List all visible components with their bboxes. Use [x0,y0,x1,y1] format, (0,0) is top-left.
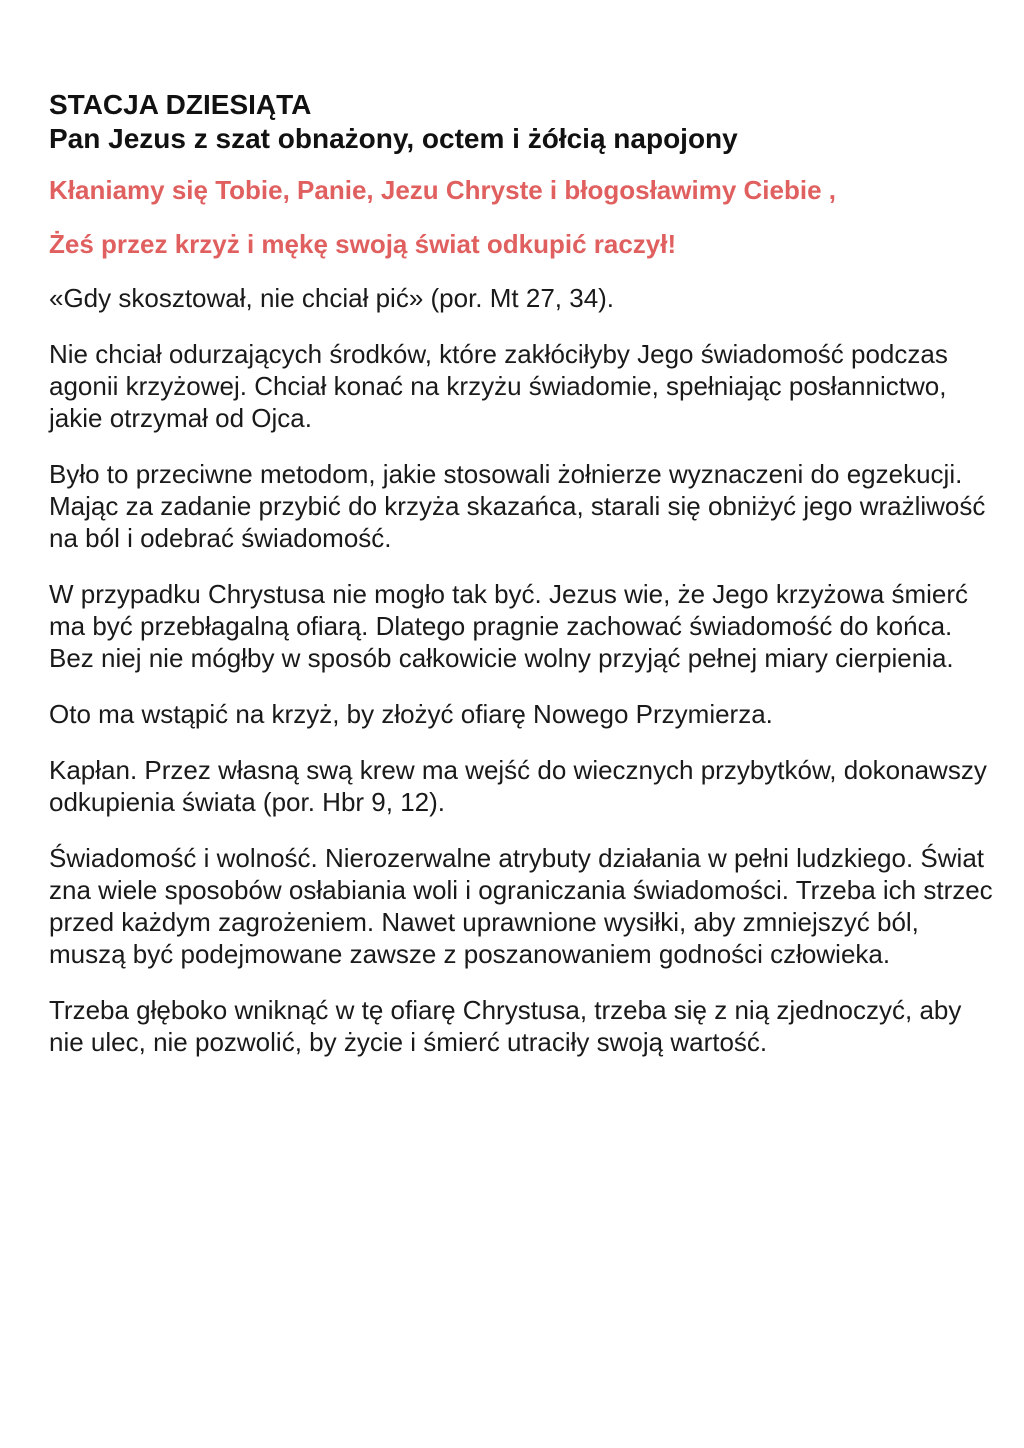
paragraph: Świadomość i wolność. Nierozerwalne atrybuty działania w pełni ludzkiego. Świat zna wiele sposobów osłabiania woli i ograniczania świadomości. Trzeba ich strzec przed każdym zagrożeniem. Nawet uprawnione wysiłki, aby zmniejszyć ból, muszą być podejmowane zawsze z poszanowaniem godności człowieka. [49,843,993,969]
paragraph: Trzeba głęboko wniknąć w tę ofiarę Chrystusa, trzeba się z nią zjednoczyć, aby nie ulec, nie pozwolić, by życie i śmierć utraciły swoją wartość. [49,995,962,1057]
paragraph: Nie chciał odurzających środków, które zakłóciłyby Jego świadomość podczas agonii krzyżowej. Chciał konać na krzyżu świadomie, spełniając posłannictwo, jakie otrzymał od Ojca. [49,339,948,433]
paragraph: Kapłan. Przez własną swą krew ma wejść do wiecznych przybytków, dokonawszy odkupienia świata (por. Hbr 9, 12). [49,755,987,817]
prayer-line-2: Żeś przez krzyż i mękę swoją świat odkupić raczył! [49,229,677,259]
station-subtitle: Pan Jezus z szat obnażony, octem i żółcią napojony [49,123,738,154]
paragraph-quote: «Gdy skosztował, nie chciał pić» (por. Mt 27, 34). [49,283,615,313]
station-title: STACJA DZIESIĄTA [49,89,312,120]
document-page [49,88,999,1082]
paragraph: Było to przeciwne metodom, jakie stosowali żołnierze wyznaczeni do egzekucji. Mając za zadanie przybić do krzyża skazańca, starali się obniżyć jego wrażliwość na ból i odebrać świadomość. [49,459,986,553]
paragraph: Oto ma wstąpić na krzyż, by złożyć ofiarę Nowego Przymierza. [49,699,773,729]
prayer-line-1: Kłaniamy się Tobie, Panie, Jezu Chryste i błogosławimy Ciebie , [49,175,836,205]
paragraph: W przypadku Chrystusa nie mogło tak być. Jezus wie, że Jego krzyżowa śmierć ma być przebłagalną ofiarą. Dlatego pragnie zachować świadomość do końca. Bez niej nie mógłby w sposób całkowicie wolny przyjąć pełnej miary cierpienia. [49,579,969,673]
